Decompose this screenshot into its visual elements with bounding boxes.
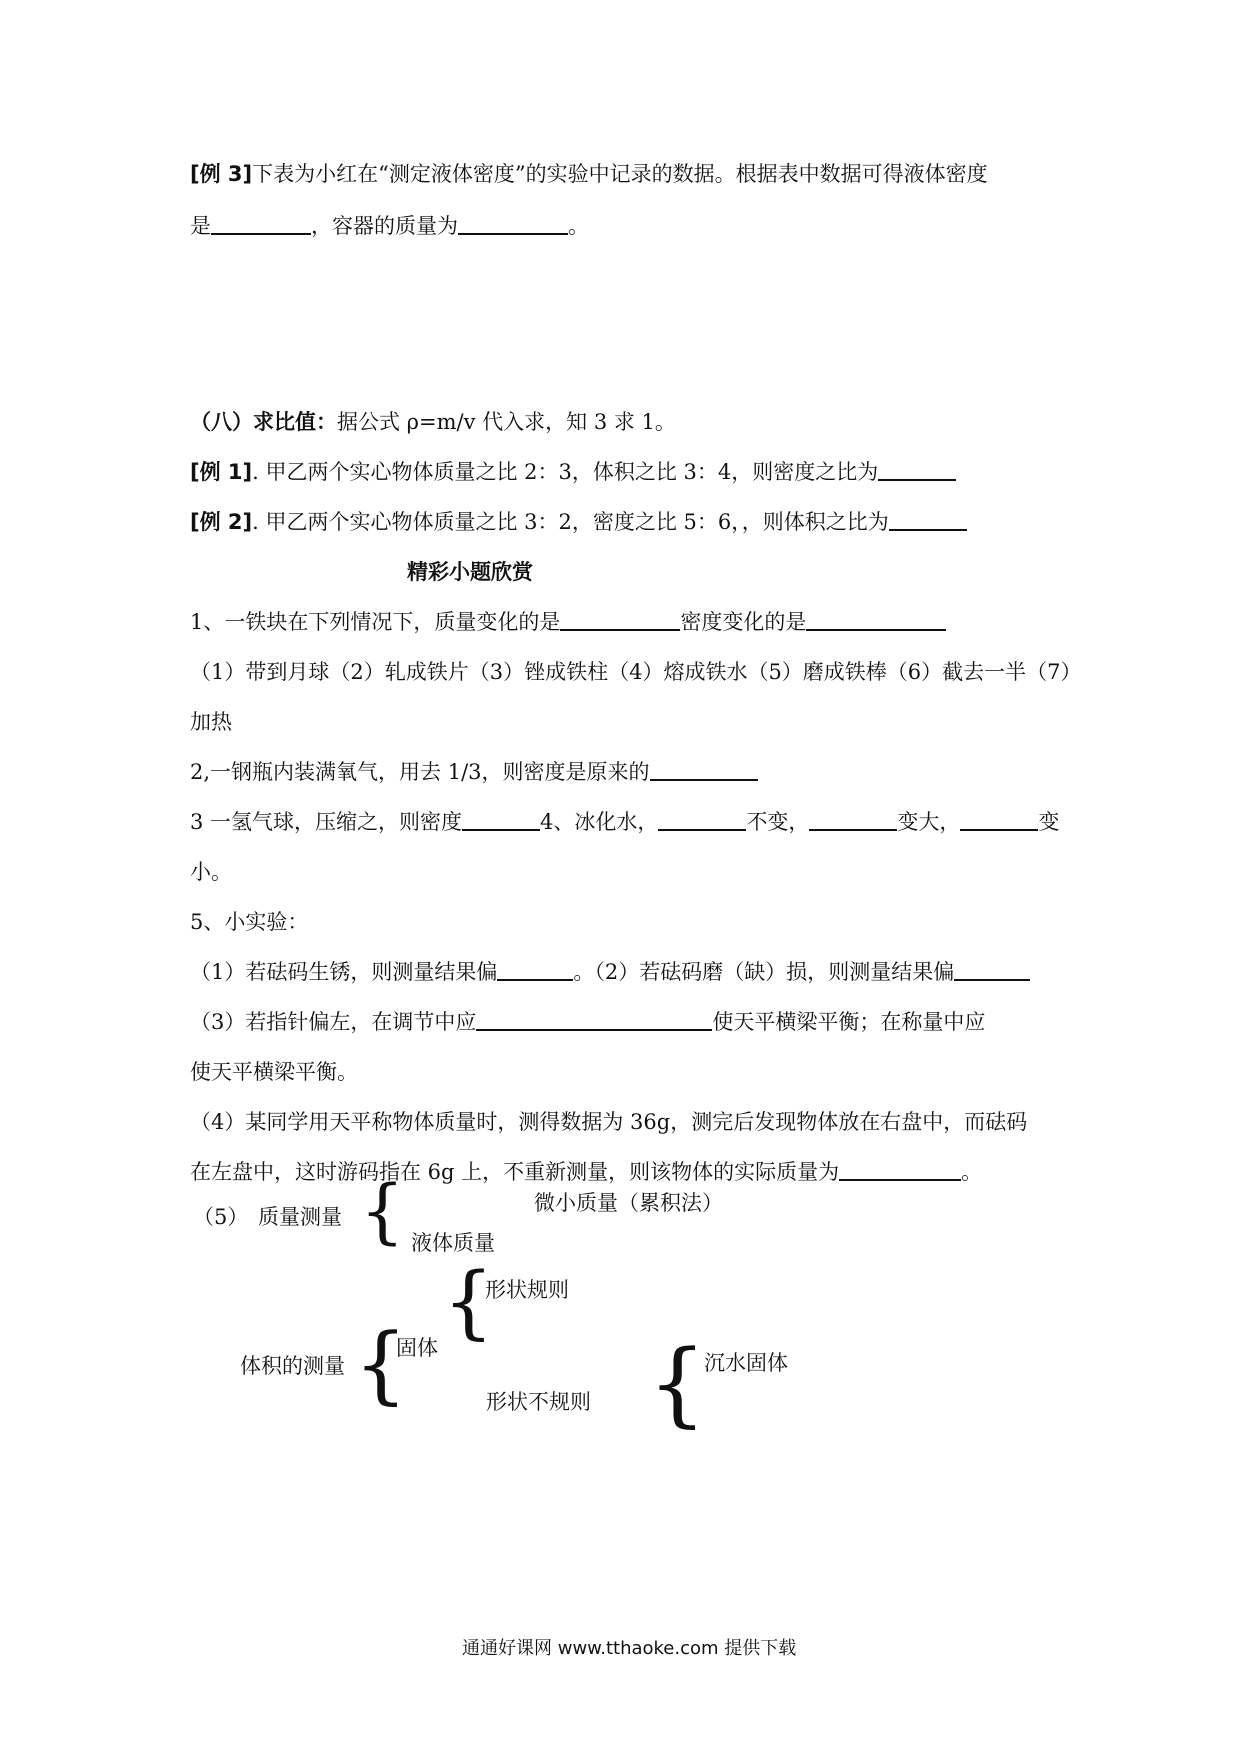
- example3-text2b: ，容器的质量为: [311, 214, 458, 238]
- increased-blank[interactable]: [809, 809, 897, 831]
- q1-text-a: 1、一铁块在下列情况下，质量变化的是: [190, 610, 561, 634]
- q5-s3-text-a: （3）若指针偏左，在调节中应: [190, 1010, 477, 1034]
- volume-ratio-blank[interactable]: [889, 509, 967, 531]
- q5-s3-line2: 使天平横梁平衡。: [190, 1060, 358, 1084]
- irregular-brace: {: [648, 1330, 707, 1437]
- density-ratio-blank[interactable]: [878, 459, 956, 481]
- container-mass-blank[interactable]: [458, 213, 568, 235]
- q4-text-d: 变大，: [897, 810, 961, 834]
- q1-options: （1）带到月球（2）轧成铁片（3）锉成铁柱（4）熔成铁水（5）磨成铁棒（6）截去一半（7）: [190, 660, 1082, 684]
- q1-text-b: 密度变化的是: [680, 610, 807, 634]
- example3-line1: [190, 160, 988, 188]
- q1-options2: 加热: [190, 710, 232, 734]
- q4-text-b: 4、冰化水，: [540, 810, 659, 834]
- q2-line: [190, 758, 758, 786]
- volume-brace: {: [354, 1315, 408, 1413]
- q5-s3-text-b: 使天平横梁平衡；在称量中应: [712, 1010, 986, 1034]
- worn-weight-blank[interactable]: [954, 959, 1030, 981]
- density-change-blank[interactable]: [806, 609, 946, 631]
- mass-measure-label: 质量测量: [258, 1205, 342, 1229]
- section8-text: 据公式 ρ=m/v 代入求，知 3 求 1。: [337, 410, 676, 434]
- section8-heading: （八）求比值：: [190, 410, 337, 434]
- adjust-blank[interactable]: [476, 1009, 712, 1031]
- example3-text1: 下表为小红在“测定液体密度”的实验中记录的数据。根据表中数据可得液体密度: [252, 162, 988, 186]
- q5-title: 5、小实验：: [190, 910, 309, 934]
- q5-s1-text-a: （1）若砝码生锈，则测量结果偏: [190, 960, 498, 984]
- q5-s1: [190, 958, 1030, 986]
- page-title: 精彩小题欣赏: [407, 560, 533, 584]
- volume-measure-label: 体积的测量: [240, 1354, 345, 1378]
- regular-shape-label: 形状规则: [485, 1278, 569, 1302]
- q5-s4-text-c: 。: [961, 1160, 983, 1184]
- q3-line2: 小。: [190, 860, 232, 884]
- shape-brace: {: [443, 1255, 494, 1348]
- balloon-density-blank[interactable]: [462, 809, 540, 831]
- mass-change-blank[interactable]: [560, 609, 680, 631]
- ex2-tag: [例 2]: [190, 510, 253, 534]
- mass-brace: {: [360, 1170, 405, 1252]
- q5-s4: （4）某同学用天平称物体质量时，测得数据为 36g，测完后发现物体放在右盘中，而砝码: [190, 1110, 1028, 1134]
- rusty-weight-blank[interactable]: [497, 959, 573, 981]
- oxygen-density-blank[interactable]: [650, 759, 758, 781]
- solid-label: 固体: [396, 1336, 438, 1360]
- sinking-solid-label: 沉水固体: [704, 1351, 788, 1375]
- q3-text-a: 3 一氢气球，压缩之，则密度: [190, 810, 463, 834]
- actual-mass-blank[interactable]: [839, 1159, 961, 1181]
- example3-tag: [例 3]: [190, 162, 253, 186]
- tiny-mass-label: 微小质量（累积法）: [534, 1191, 723, 1215]
- example3-line2: [190, 212, 589, 240]
- decreased-blank[interactable]: [960, 809, 1038, 831]
- example3-text2c: 。: [568, 214, 589, 238]
- q5-s1-text-b: 。（2）若砝码磨（缺）损，则测量结果偏: [573, 960, 955, 984]
- ex2-text: . 甲乙两个实心物体质量之比 3：2，密度之比 5：6，，则体积之比为: [252, 510, 889, 534]
- footer-text: 通通好课网 www.tthaoke.com 提供下载: [462, 1638, 797, 1659]
- ex1-tag: [例 1]: [190, 460, 253, 484]
- liquid-mass-label: 液体质量: [411, 1231, 495, 1255]
- q2-text: 2,一钢瓶内装满氧气，用去 1/3，则密度是原来的: [190, 760, 650, 784]
- q5-s5-num: （5）: [193, 1205, 249, 1229]
- section8-ex2: [190, 508, 967, 536]
- ex1-text: . 甲乙两个实心物体质量之比 2：3，体积之比 3：4，则密度之比为: [252, 460, 879, 484]
- section8-line: [190, 408, 676, 436]
- q5-s4-line2: [190, 1158, 982, 1186]
- irregular-shape-label: 形状不规则: [486, 1390, 591, 1414]
- density-blank[interactable]: [211, 213, 311, 235]
- q3-line: [190, 808, 1059, 836]
- section8-ex1: [190, 458, 956, 486]
- q5-s3: [190, 1008, 985, 1036]
- q5-s4-text-b: 在左盘中，这时游码指在 6g 上，不重新测量，则该物体的实际质量为: [190, 1160, 840, 1184]
- q4-text-e: 变: [1038, 810, 1060, 834]
- q1-line: [190, 608, 946, 636]
- unchanged-blank[interactable]: [658, 809, 746, 831]
- q4-text-c: 不变，: [746, 810, 810, 834]
- example3-text2a: 是: [190, 214, 211, 238]
